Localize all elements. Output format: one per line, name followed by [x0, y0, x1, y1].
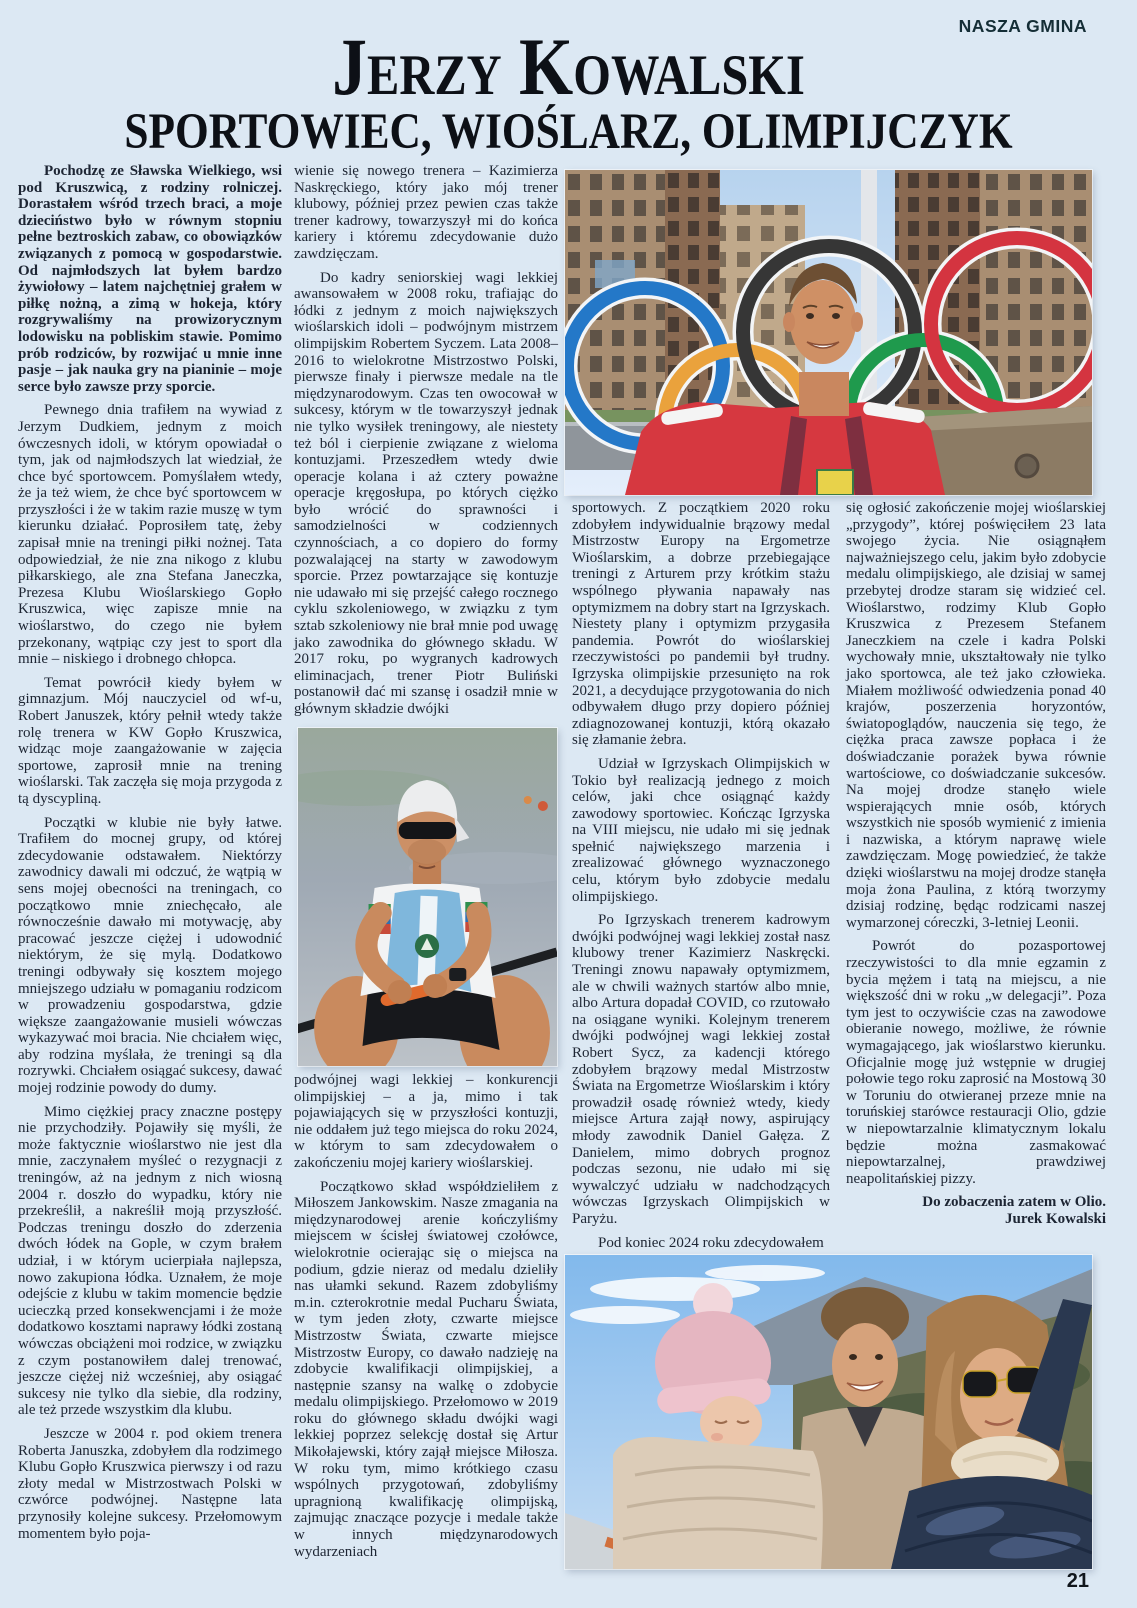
- text-column-1: [18, 163, 282, 1549]
- rower-illustration: [298, 728, 557, 1066]
- paragraph: Jurek Kowalski: [1005, 1210, 1106, 1227]
- text-column-2-lower: [294, 1072, 558, 1567]
- face: [790, 280, 856, 364]
- father-face: [832, 1323, 898, 1407]
- paragraph: Po Igrzyskach trenerem kadrowym dwójki podwójnej wagi lekkiej został nasz klubowy trener Kazimierz Naskręcki. Treningi znowu napawały optymizmem, ale w chwili ważnych startów albo mnie, albo Artura dopadał COVID, co rzutowało na osiągane wyniki. Kolejnym trenerem dwójki podwójnej wagi lekkiej został Robert Sycz, za kadencji którego zdobyłem brązowy medal Mistrzostw Świata na Ergometrze Wioślarskim i który prowadził osadę również wtedy, kiedy miejsce Artura zajął nowy, aspirujący młody zawodnik Daniel Gałęza. Z Danielem, mimo dobrych prognoz podczas sezonu, nie udało mi się wywalczyć udziału w nadchodzących wówczas Igrzyskach Olimpijskich w Paryżu.: [572, 912, 830, 1227]
- neck: [799, 372, 849, 416]
- paragraph: Mimo ciężkiej pracy znaczne postępy nie przychodziły. Pojawiły się myśli, że może faktycznie wioślarstwo nie jest dla mnie, zaczynałem myśleć o rezygnacji z treningów, aż na jednym z nich wiosną 2004 r. doszło do wypadku, który nie przekreślił, a nakreślił moją przyszłość. Podczas treningu doszło do zderzenia dwóch łódek na Gople, w czym brałem udział, i w którym ucierpiała najlepsza, nowo zakupiona łódka. Uznałem, że moje odejście z klubu w takim momencie będzie ucieczką przed konsekwencjami i że może dodatkowo kosztami naprawy łódki zostaną wówczas obciążeni moi rodzice, w związku z czym postanowiłem dalej trenować, jeszcze ciężej niż wcześniej, aby osiągać sukcesy nie tylko dla siebie, dla rodziny, ale też przede wszystkim dla klubu.: [18, 1103, 282, 1419]
- child-face: [700, 1396, 762, 1450]
- photo-olympic-rings-selfie: [565, 170, 1092, 495]
- paragraph: wienie się nowego trenera – Kazimierza Naskręckiego, który jako mój trener klubowy, później przez pewien czas także trener kadrowy, towarzyszył mi do końca kariery i któremu zdecydowanie dużo zawdzięczam.: [294, 163, 558, 262]
- paragraph: Początkowo skład współdzieliłem z Miłoszem Jankowskim. Nasze zmagania na międzynarodowej arenie kończyliśmy miejscem w ścisłej światowej czołówce, wielokrotnie ocierając się o miejsca na podium, gdzie nieraz od medalu dzieliły nas ułamki sekund. Razem zdobyliśmy m.in. czterokrotnie medal Pucharu Świata, w tym jeden złoty, czwarte miejsce Mistrzostw Świata, czwarte miejsce Mistrzostw Europy, co dawało nadzieję na zdobycie kwalifikacji olimpijskiej, a następnie szansy na walkę o zdobycie medalu olimpijskiego. Przełomowo w 2019 roku do głównego składu dwójki wagi lekkiej poprzez selekcję dostał się Artur Mikołajewski, który zajął miejsce Miłosza. W roku tym, mimo krótkiego czasu wspólnych przygotowań, zdobyliśmy upragnioną kwalifikację olimpijską, zajmując znaczące pozycje i medale także w innych międzynarodowych wydarzeniach: [294, 1178, 558, 1560]
- paragraph: Pewnego dnia trafiłem na wywiad z Jerzym Dudkiem, jednym z moich ówczesnych idoli, w którym opowiadał o tym, jak od najmłodszych lat wiedział, że chce być sportowcem. Pomyślałem wtedy, że ja też wiem, że chce być sportowcem w przyszłości i że w takim razie muszę w tym kierunku działać. Poprosiłem tatę, żeby zapisał mnie na treningi piłki nożnej. Tata odpowiedział, że nie zna nikogo z klubu piłkarskiego, ale zna Stefana Janeczka, Prezesa Klubu Wioślarskiego Gopło Kruszwica, więc zapisze mnie na wioślarstwo, do czego nie byłem przekonany, wątpiąc czy jest to sport dla mnie – niskiego i drobnego chłopca.: [18, 402, 282, 668]
- paragraph: Powrót do pozasportowej rzeczywistości to dla mnie egzamin z bycia mężem i tatą na miejscu, a nie większość dni w roku „w delegacji”. Poza tym jest to oczywiście czas na zawodowe obieranie nowego, możliwe, że równie wymagającego, jak wioślarstwo kierunku. Oficjalnie mogę już wstępnie w drugiej połowie tego roku zaprosić na Mostową 30 w Toruniu do otwieranej przeze mnie na toruńskiej starówce restauracji Olio, gdzie w niepowtarzalnie klimatycznym lokalu będzie można zasmakować niepowtarzalnej, prawdziwej neapolitańskiej pizzy.: [846, 938, 1106, 1187]
- page-number: 21: [1066, 1570, 1089, 1592]
- olympic-selfie-illustration: [565, 170, 1092, 495]
- accreditation-card: [817, 470, 853, 495]
- text-column-4: [846, 500, 1106, 1228]
- paragraph: Temat powrócił kiedy byłem w gimnazjum. Mój nauczyciel od wf-u, Robert Januszek, który pełnił wtedy także rolę trenera w KW Gopło Kruszwica, widząc moje zaangażowanie w zajęcia sportowe, zaprosił mnie na trening wioślarski. Tak zaczęła się moja przygoda z tą dyscypliną.: [18, 674, 282, 807]
- paragraph: sportowych. Z początkiem 2020 roku zdobyłem indywidualnie brązowy medal Mistrzostw Europy na Ergometrze Wioślarskim, a dobrze przebiegające treningi z Arturem przy krótkim stażu wspólnego pływania napawały nas optymizmem na dobry start na Igrzyskach. Niestety plany i optymizm przygasiła pandemia. Powrót do wioślarskiej rzeczywistości po pandemii był trudny. Igrzyska olimpijskie przesunięto na rok 2021, a decydujące przygotowania do nich odbywałem długo przy dopiero później zdiagnozowanej kontuzji, którą okazało się złamanie żebra.: [572, 500, 830, 749]
- hand: [388, 980, 412, 1004]
- paragraph: podwójnej wagi lekkiej – konkurencji olimpijskiej – a ja, mimo i tak pojawiających się w przyszłości kontuzji, nie oddałem już tego miejsca do roku 2024, w którym to sam zdecydowałem o zakończeniu mojej kariery wioślarskiej.: [294, 1072, 558, 1171]
- article-title: Jerzy Kowalski: [332, 21, 805, 112]
- sunglasses: [399, 822, 456, 839]
- article-subtitle: SPORTOWIEC, WIOŚLARZ, OLIMPIJCZYK: [124, 104, 1013, 160]
- paragraph: Udział w Igrzyskach Olimpijskich w Tokio był realizacją jednego z moich celów, jaki chce osiągnąć każdy zawodowy sportowiec. Kończąc Igrzyska na VIII miejscu, nie udało mi się jednak spełnić największego marzenia i zrealizować głównego wyznaczonego celu, którym było zdobycie medalu olimpijskiego.: [572, 755, 830, 905]
- paragraph: Do kadry seniorskiej wagi lekkiej awansowałem w 2008 roku, trafiając do łódki z jednym z moich największych wioślarskich idoli – podwójnym mistrzem olimpijskim Robertem Syczem. Lata 2008–2016 to wielokrotne Mistrzostwo Polski, pierwsze finały i pierwsze medale na tle międzynarodowym. Czas ten owocował w sukcesy, którym w tle towarzyszył jednak nie tylko wysiłek treningowy, ale niestety też ból i cierpienie związane z wieloma kontuzjami. Przeszedłem wtedy dwie operacje kolana i aż cztery poważne operacje kręgosłupa, po których ciężko było wrócić do sprawności i samodzielności w codziennych czynnościach, a co dopiero do formy pozwalającej na starty w zawodowym sporcie. Przez powtarzające się kontuzje nie udawało mi się przejść całego rocznego cyklu szkoleniowego, w związku z tym sztab szkoleniowy nie brał mnie pod uwagę jako zawodnika do głównego składu. W 2017 roku, po wygranych kadrowych eliminacjach, trener Piotr Buliński postanowił dać mi szansę i osadził mnie w głównym składzie dwójki: [294, 269, 558, 717]
- text-column-3: [572, 500, 830, 1258]
- photo-family-selfie: [565, 1255, 1092, 1569]
- paragraph: Pod koniec 2024 roku zdecydowałem: [598, 1234, 824, 1251]
- paragraph: Do zobaczenia zatem w Olio.: [922, 1194, 1106, 1211]
- paragraph: Jeszcze w 2004 r. pod okiem trenera Roberta Januszka, zdobyłem dla rodzimego Klubu Gopło Kruszwica pierwszy i od razu złoty medal w Mistrzostwach Polski w czwórce podwójnej. Następne lata przynosiły kolejne sukcesy. Przełomowym momentem było poja-: [18, 1425, 282, 1542]
- stubble: [408, 839, 446, 865]
- hand: [423, 974, 447, 998]
- watch: [449, 968, 466, 981]
- paragraph: Początki w klubie nie były łatwe. Trafiłem do mocnej grupy, od której zdecydowanie odstawałem. Niektórzy zawodnicy dawali mi odczuć, że wątpią w sens mojej obecności na treningach, co początkowo mnie zniechęcało, ale równocześnie dawało mi motywację, aby pracować jeszcze ciężej i udowodnić niektórym, że się mylą. Dodatkowo treningi odbywały się kosztem mojego mniejszego udziału w pomaganiu rodzicom w prowadzeniu gospodarstwa, gdzie większe zaangażowanie musieli wówczas wykazywać moi bracia. Nie chciałem więc, aby rodzina myślała, że treningi są dla rozrywki. Chciałem osiągać sukcesy, dawać mojej rodzinie powody do dumy.: [18, 814, 282, 1097]
- masthead: NASZA GMINA: [958, 16, 1087, 36]
- paragraph: Pochodzę ze Sławska Wielkiego, wsi pod Kruszwicą, z rodziny rolniczej. Dorastałem wśród trzech braci, a moje dzieciństwo było w równym stopniu pełne beztroskich zabaw, co obowiązków związanych z pomocą w gospodarstwie. Od najmłodszych lat byłem bardzo żywiołowy – latem najchętniej grałem w piłkę nożną, a zimą w hokeja, który rozgrywaliśmy na prowizorycznym lodowisku na pobliskim stawie. Pomimo prób rodziców, by rozwijać u mnie inne pasje – jak nauka gry na pianinie – moje serce było zawsze przy sporcie.: [18, 163, 282, 395]
- text-column-2-upper: [294, 163, 558, 725]
- buoy: [538, 801, 548, 811]
- photo-rower-on-water: [298, 728, 557, 1066]
- paragraph: się ogłosić zakończenie mojej wioślarskiej „przygody”, której poświęciłem 23 lata swojego życia. Nie osiągnąłem najważniejszego celu, jakim było zdobycie medalu olimpijskiego, ale dzisiaj w samej przebytej drodze staram się widzieć cel. Wioślarstwo, rodzimy Klub Gopło Kruszwica z Prezesem Stefanem Janeczkiem na czele i kadra Polski wychowały mnie, ukształtowały nie tylko jako sportowca, ale też jako człowieka. Miałem możliwość odwiedzenia ponad 40 krajów, poszerzenia horyzontów, światopoglądów, nauczenia się tego, że ciężka praca zawsze popłaca i że doświadczanie porażek bywa równie wartościowe, co doświadczanie sukcesów. Na mojej drodze stanęło wiele wspierających mnie osób, których wszystkich nie sposób wymienić z imienia i nazwiska, a którym naprawę wiele zawdzięczam. Mogę powiedzieć, że także dzięki wioślarstwu na mojej drodze stanęła moja żona Paulina, z którą tworzymy dzisiaj rodzinę, będąc rodzicami naszej wymarzonej córeczki, 3-letniej Leonii.: [846, 500, 1106, 931]
- family-selfie-illustration: [565, 1255, 1092, 1569]
